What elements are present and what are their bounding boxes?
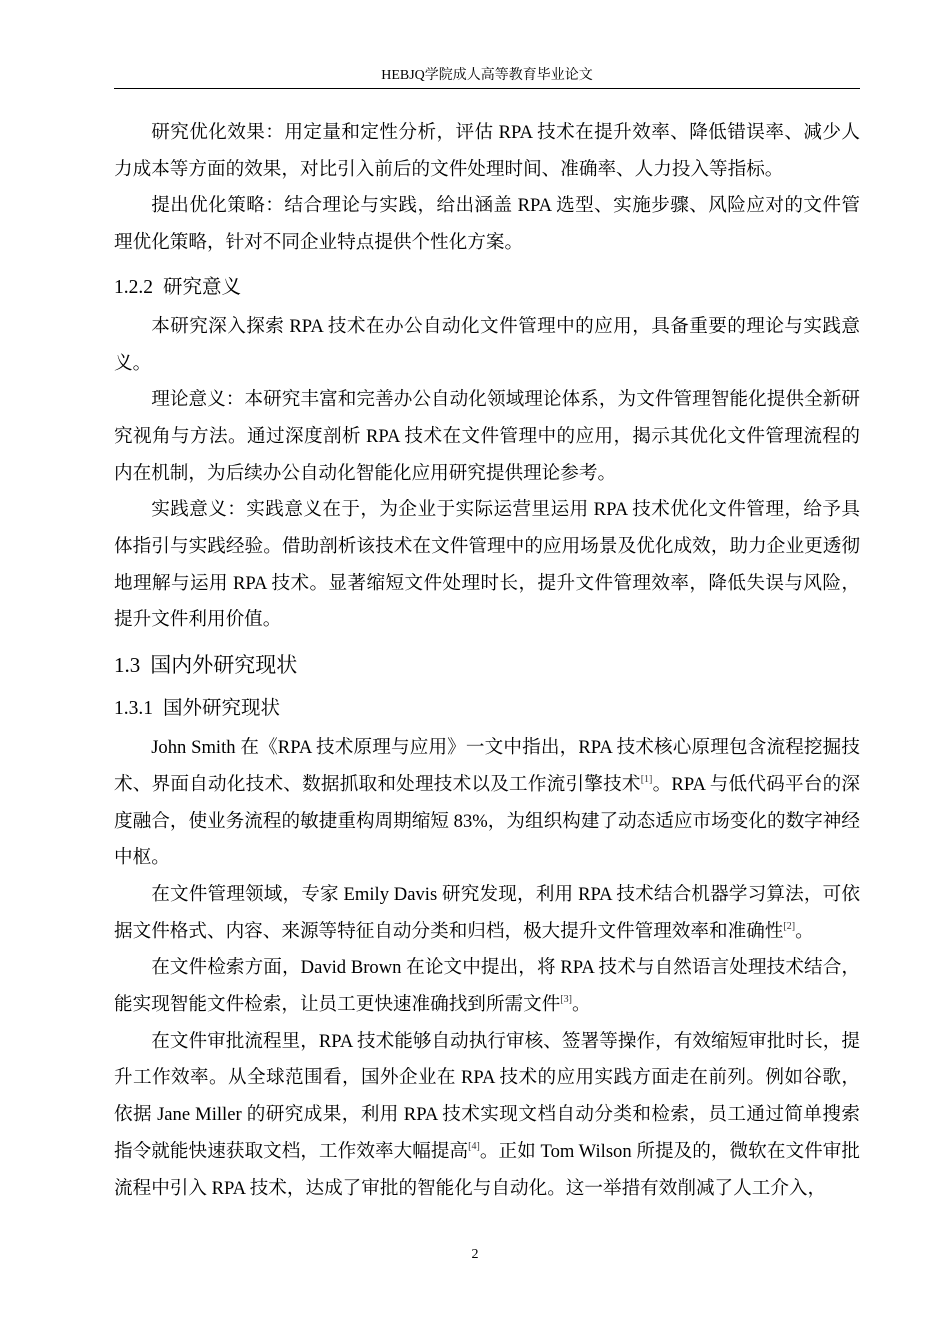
section-number: 1.3: [114, 653, 141, 678]
paragraph: [114, 382, 860, 492]
section-heading: [114, 691, 860, 727]
paragraph: [114, 950, 860, 1023]
paragraph-text-continued: 。RPA 与低代码平台的深度融合，使业务流程的敏捷重构周期缩短 83%，为组织构建了动态适应市场变化的数字神经中枢。: [114, 773, 860, 869]
paragraph-text: 在文件审批流程里，RPA 技术能够自动执行审核、签署等操作，有效缩短审批时长，提升工作效率。从全球范围看，国外企业在 RPA 技术的应用实践方面走在前列。例如谷歌，依据 Jane Miller 的研究成果，利用 RPA 技术实现文档自动分类和检索，员工通过简单搜索指令就能快速获取文档，工作效率大幅提高: [114, 1030, 860, 1162]
paragraph-text: 理论意义：本研究丰富和完善办公自动化领域理论体系，为文件管理智能化提供全新研究视角与方法。通过深度剖析 RPA 技术在文件管理中的应用，揭示其优化文件管理流程的内在机制，为后续办公自动化智能化应用研究提供理论参考。: [114, 389, 860, 484]
paragraph: [114, 877, 860, 950]
paragraph: [114, 1024, 860, 1208]
citation-marker: [2]: [783, 920, 796, 932]
paragraph-text: 提出优化策略：结合理论与实践，给出涵盖 RPA 选型、实施步骤、风险应对的文件管理优化策略，针对不同企业特点提供个性化方案。: [114, 195, 860, 254]
paragraph-text: 实践意义：实践意义在于，为企业于实际运营里运用 RPA 技术优化文件管理，给予具体指引与实践经验。借助剖析该技术在文件管理中的应用场景及优化成效，助力企业更透彻地理解与运用 RPA 技术。显著缩短文件处理时长，提升文件管理效率，降低失误与风险，提升文件利用价值。: [114, 499, 860, 631]
paragraph-text-continued: 。: [571, 994, 591, 1016]
paragraph: [114, 309, 860, 382]
paragraph-text-continued: 。: [795, 920, 814, 942]
paragraph: [114, 115, 860, 188]
section-title: 研究意义: [163, 276, 242, 298]
section-title: 国外研究现状: [163, 698, 281, 720]
document-body: [114, 115, 860, 1207]
running-header: HEBJQ学院成人高等教育毕业论文: [381, 68, 593, 83]
section-title: 国内外研究现状: [150, 653, 298, 678]
section-number: 1.2.2: [114, 276, 153, 298]
paragraph-text-continued: 。正如 Tom Wilson 所提及的，微软在文件审批流程中引入 RPA 技术，达成了审批的智能化与自动化。这一举措有效削减了人工介入，: [114, 1140, 860, 1199]
paragraph-text: John Smith 在《RPA 技术原理与应用》一文中指出，RPA 技术核心原理包含流程挖掘技术、界面自动化技术、数据抓取和处理技术以及工作流引擎技术: [114, 737, 860, 795]
paragraph-text: 研究优化效果：用定量和定性分析，评估 RPA 技术在提升效率、降低错误率、减少人力成本等方面的效果，对比引入前后的文件处理时间、准确率、人力投入等指标。: [114, 122, 860, 180]
paragraph: [114, 492, 860, 639]
section-heading: [114, 647, 860, 683]
section-number: 1.3.1: [114, 698, 153, 720]
paragraph-text: 在文件检索方面，David Brown 在论文中提出，将 RPA 技术与自然语言处理技术结合，能实现智能文件检索，让员工更快速准确找到所需文件: [114, 957, 860, 1016]
page-number: 2: [471, 1247, 479, 1262]
header-divider: [114, 88, 860, 89]
citation-marker: [4]: [468, 1140, 480, 1152]
paragraph: [114, 188, 860, 261]
citation-marker: [3]: [560, 994, 572, 1006]
citation-marker: [1]: [640, 773, 653, 785]
paragraph: [114, 730, 860, 877]
paragraph-text: 在文件管理领域，专家 Emily Davis 研究发现，利用 RPA 技术结合机器学习算法，可依据文件格式、内容、来源等特征自动分类和归档，极大提升文件管理效率和准确性: [114, 883, 860, 942]
paragraph-text: 本研究深入探索 RPA 技术在办公自动化文件管理中的应用，具备重要的理论与实践意义。: [114, 315, 860, 374]
section-heading: [114, 270, 860, 306]
